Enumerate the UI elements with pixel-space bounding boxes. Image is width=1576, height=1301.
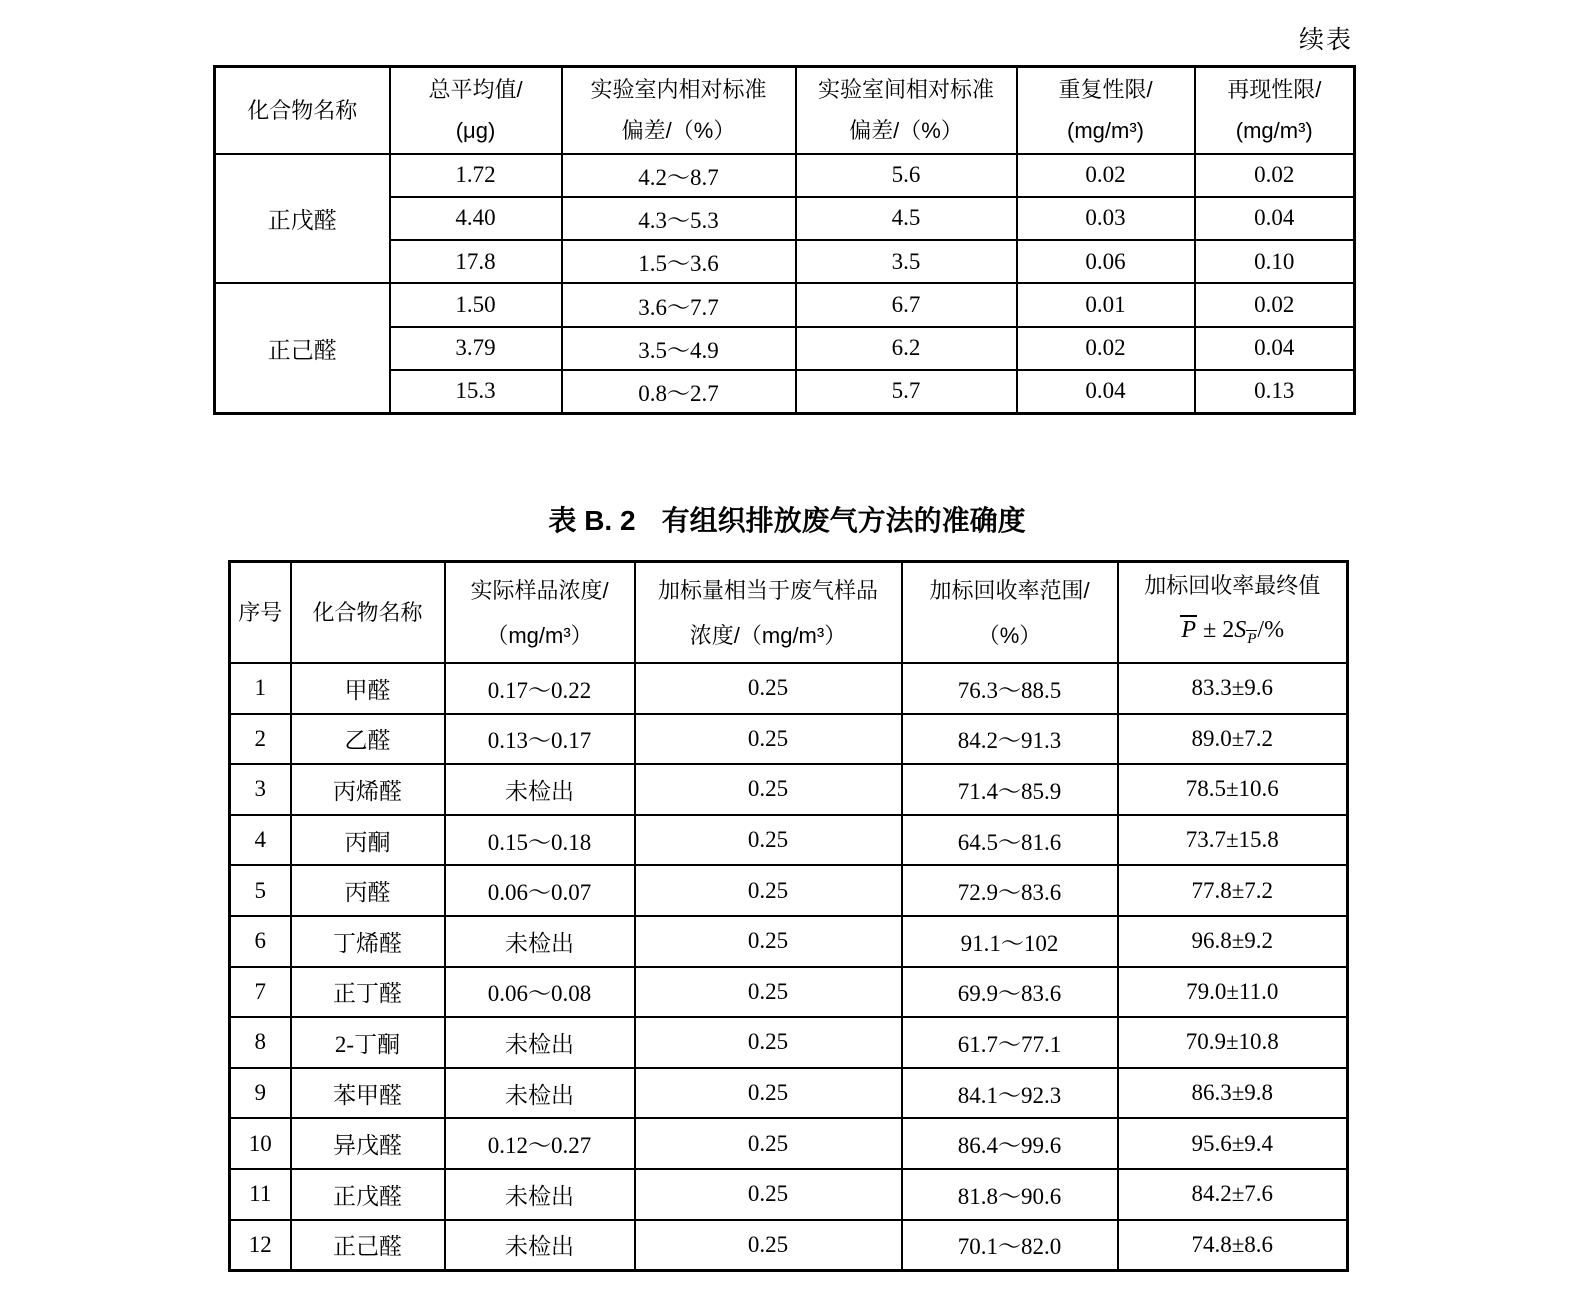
s-symbol: S bbox=[1234, 617, 1247, 643]
table-cell: 0.04 bbox=[1195, 197, 1355, 240]
table2-header-recovery-final bbox=[1118, 562, 1348, 664]
spike-conc-cell: 0.25 bbox=[635, 764, 902, 815]
table-row bbox=[230, 1017, 1348, 1068]
sub-p-bar-symbol: P bbox=[1247, 631, 1257, 647]
table-b2-title-text: 有组织排放废气方法的准确度 bbox=[661, 505, 1026, 536]
compound-name-cell: 正丁醛 bbox=[291, 967, 445, 1018]
table-cell: 15.3 bbox=[390, 370, 562, 413]
compound-name-cell: 丙醛 bbox=[291, 865, 445, 916]
table-row bbox=[215, 154, 1355, 197]
header-line: 浓度/（mg/m³） bbox=[689, 622, 847, 648]
recovery-final-cell: 96.8±9.2 bbox=[1118, 916, 1348, 967]
s-subscript bbox=[1246, 631, 1257, 647]
table2-header-recovery-range bbox=[902, 562, 1118, 664]
compound-name-cell: 2-丁酮 bbox=[291, 1017, 445, 1068]
header-line: 再现性限/ bbox=[1227, 77, 1322, 103]
spike-conc-cell: 0.25 bbox=[635, 663, 902, 714]
table-cell: 3.79 bbox=[390, 327, 562, 370]
spike-conc-cell: 0.25 bbox=[635, 1220, 902, 1271]
sample-conc-cell: 未检出 bbox=[445, 1017, 635, 1068]
recovery-final-cell: 95.6±9.4 bbox=[1118, 1118, 1348, 1169]
recovery-range-cell: 69.9～83.6 bbox=[902, 967, 1118, 1018]
sample-conc-cell: 0.15～0.18 bbox=[445, 815, 635, 866]
compound-name-cell: 丁烯醛 bbox=[291, 916, 445, 967]
row-number-cell: 8 bbox=[230, 1017, 291, 1068]
header-line: 加标量相当于废气样品 bbox=[657, 577, 878, 603]
header-line: 重复性限/ bbox=[1058, 77, 1153, 103]
table-row bbox=[230, 1068, 1348, 1119]
sample-conc-cell: 未检出 bbox=[445, 764, 635, 815]
table1-header-reproducibility bbox=[1195, 67, 1355, 154]
recovery-range-cell: 70.1～82.0 bbox=[902, 1220, 1118, 1271]
header-line: (mg/m³) bbox=[1235, 118, 1313, 144]
recovery-range-cell: 61.7～77.1 bbox=[902, 1017, 1118, 1068]
table-row bbox=[230, 714, 1348, 765]
table-cell: 3.5 bbox=[796, 240, 1017, 283]
table-b2-title-label: 表 B. 2 bbox=[548, 505, 636, 536]
recovery-range-cell: 86.4～99.6 bbox=[902, 1118, 1118, 1169]
table-cell: 3.6～7.7 bbox=[562, 283, 796, 326]
spike-conc-cell: 0.25 bbox=[635, 1068, 902, 1119]
table2-header-spike-conc bbox=[635, 562, 902, 664]
table-cell: 0.02 bbox=[1017, 327, 1195, 370]
row-number-cell: 11 bbox=[230, 1169, 291, 1220]
table-cell: 4.40 bbox=[390, 197, 562, 240]
recovery-final-cell: 86.3±9.8 bbox=[1118, 1068, 1348, 1119]
recovery-final-cell: 73.7±15.8 bbox=[1118, 815, 1348, 866]
table-row bbox=[230, 967, 1348, 1018]
table-cell: 0.02 bbox=[1195, 154, 1355, 197]
table1-header-compound bbox=[215, 67, 390, 154]
table-cell: 6.2 bbox=[796, 327, 1017, 370]
header-line: 实验室内相对标准 bbox=[590, 77, 767, 103]
table-row bbox=[230, 865, 1348, 916]
header-line: （mg/m³） bbox=[486, 622, 593, 648]
table2-header-compound bbox=[291, 562, 445, 664]
row-number-cell: 5 bbox=[230, 865, 291, 916]
table1-header-intralab-rsd bbox=[562, 67, 796, 154]
header-line: 化合物名称 bbox=[247, 97, 358, 123]
compound-name-cell: 乙醛 bbox=[291, 714, 445, 765]
recovery-final-cell: 77.8±7.2 bbox=[1118, 865, 1348, 916]
spike-conc-cell: 0.25 bbox=[635, 815, 902, 866]
table1-header-interlab-rsd bbox=[796, 67, 1017, 154]
compound-group-cell: 正戊醛 bbox=[215, 154, 390, 284]
header-line: 化合物名称 bbox=[312, 600, 423, 625]
header-line: (mg/m³) bbox=[1067, 118, 1144, 144]
recovery-final-cell: 83.3±9.6 bbox=[1118, 663, 1348, 714]
compound-name-cell: 丙烯醛 bbox=[291, 764, 445, 815]
recovery-range-cell: 84.2～91.3 bbox=[902, 714, 1118, 765]
recovery-final-cell: 74.8±8.6 bbox=[1118, 1220, 1348, 1271]
header-line: (μg) bbox=[455, 118, 496, 144]
table1-header-repeatability bbox=[1017, 67, 1195, 154]
recovery-final-cell: 78.5±10.6 bbox=[1118, 764, 1348, 815]
table-cell: 0.02 bbox=[1195, 283, 1355, 326]
row-number-cell: 7 bbox=[230, 967, 291, 1018]
table-cell: 0.04 bbox=[1195, 327, 1355, 370]
row-number-cell: 10 bbox=[230, 1118, 291, 1169]
table-cell: 0.13 bbox=[1195, 370, 1355, 413]
table-row bbox=[230, 815, 1348, 866]
table-b2-title bbox=[228, 499, 1346, 539]
table-cell: 1.50 bbox=[390, 283, 562, 326]
recovery-range-cell: 72.9～83.6 bbox=[902, 865, 1118, 916]
compound-group-cell: 正己醛 bbox=[215, 283, 390, 413]
spike-conc-cell: 0.25 bbox=[635, 1017, 902, 1068]
table1-header-row bbox=[215, 67, 1355, 154]
table-cell: 0.03 bbox=[1017, 197, 1195, 240]
compound-name-cell: 异戊醛 bbox=[291, 1118, 445, 1169]
row-number-cell: 4 bbox=[230, 815, 291, 866]
plus-minus-sign: ± bbox=[1203, 617, 1217, 643]
header-line: 总平均值/ bbox=[428, 77, 523, 103]
sample-conc-cell: 未检出 bbox=[445, 1169, 635, 1220]
table-cell: 1.5～3.6 bbox=[562, 240, 796, 283]
row-number-cell: 2 bbox=[230, 714, 291, 765]
table-row bbox=[230, 1118, 1348, 1169]
row-number-cell: 1 bbox=[230, 663, 291, 714]
recovery-formula bbox=[1119, 608, 1347, 662]
sample-conc-cell: 0.12～0.27 bbox=[445, 1118, 635, 1169]
compound-name-cell: 正戊醛 bbox=[291, 1169, 445, 1220]
spike-conc-cell: 0.25 bbox=[635, 1118, 902, 1169]
spike-conc-cell: 0.25 bbox=[635, 967, 902, 1018]
table-cell: 4.5 bbox=[796, 197, 1017, 240]
row-number-cell: 12 bbox=[230, 1220, 291, 1271]
row-number-cell: 3 bbox=[230, 764, 291, 815]
table-row bbox=[230, 663, 1348, 714]
table-cell: 17.8 bbox=[390, 240, 562, 283]
row-number-cell: 9 bbox=[230, 1068, 291, 1119]
compound-name-cell: 甲醛 bbox=[291, 663, 445, 714]
table-cell: 0.10 bbox=[1195, 240, 1355, 283]
table-cell: 5.6 bbox=[796, 154, 1017, 197]
table-cell: 6.7 bbox=[796, 283, 1017, 326]
table-cell: 0.8～2.7 bbox=[562, 370, 796, 413]
table2-header-sample-conc bbox=[445, 562, 635, 664]
table-cell: 4.2～8.7 bbox=[562, 154, 796, 197]
recovery-range-cell: 84.1～92.3 bbox=[902, 1068, 1118, 1119]
table2-header-number bbox=[230, 562, 291, 664]
header-line: 实际样品浓度/ bbox=[470, 577, 609, 603]
compound-name-cell: 丙酮 bbox=[291, 815, 445, 866]
header-line: 序号 bbox=[238, 600, 283, 625]
table-row bbox=[230, 1169, 1348, 1220]
formula-suffix: /% bbox=[1257, 617, 1285, 643]
p-bar-symbol: P bbox=[1181, 617, 1197, 643]
header-line: （%） bbox=[977, 622, 1042, 648]
spike-conc-cell: 0.25 bbox=[635, 916, 902, 967]
table2-header-row bbox=[230, 562, 1348, 664]
sample-conc-cell: 未检出 bbox=[445, 1068, 635, 1119]
header-line: 偏差/（%） bbox=[849, 118, 963, 144]
table-cell: 0.02 bbox=[1017, 154, 1195, 197]
compound-name-cell: 苯甲醛 bbox=[291, 1068, 445, 1119]
coefficient: 2 bbox=[1222, 617, 1235, 643]
table-row bbox=[230, 1220, 1348, 1271]
header-line: 偏差/（%） bbox=[621, 118, 736, 144]
compound-name-cell: 正己醛 bbox=[291, 1220, 445, 1271]
table-row bbox=[215, 283, 1355, 326]
header-line: 实验室间相对标准 bbox=[817, 77, 994, 103]
continued-table-label: 续表 bbox=[1298, 27, 1353, 54]
table1-header-average bbox=[390, 67, 562, 154]
recovery-range-cell: 76.3～88.5 bbox=[902, 663, 1118, 714]
table-row bbox=[230, 764, 1348, 815]
recovery-range-cell: 91.1～102 bbox=[902, 916, 1118, 967]
header-line: 加标回收率范围/ bbox=[929, 577, 1090, 603]
table-cell: 5.7 bbox=[796, 370, 1017, 413]
spike-conc-cell: 0.25 bbox=[635, 1169, 902, 1220]
table-cell: 0.06 bbox=[1017, 240, 1195, 283]
recovery-final-cell: 89.0±7.2 bbox=[1118, 714, 1348, 765]
spike-conc-cell: 0.25 bbox=[635, 714, 902, 765]
table-cell: 0.04 bbox=[1017, 370, 1195, 413]
sample-conc-cell: 0.17～0.22 bbox=[445, 663, 635, 714]
spike-conc-cell: 0.25 bbox=[635, 865, 902, 916]
table-b1-continued bbox=[213, 65, 1356, 415]
header-line: 加标回收率最终值 bbox=[1144, 573, 1321, 598]
table-cell: 4.3～5.3 bbox=[562, 197, 796, 240]
recovery-final-cell: 70.9±10.8 bbox=[1118, 1017, 1348, 1068]
recovery-final-cell: 84.2±7.6 bbox=[1118, 1169, 1348, 1220]
table-cell: 1.72 bbox=[390, 154, 562, 197]
sample-conc-cell: 0.06～0.07 bbox=[445, 865, 635, 916]
recovery-range-cell: 71.4～85.9 bbox=[902, 764, 1118, 815]
recovery-range-cell: 64.5～81.6 bbox=[902, 815, 1118, 866]
table-b2 bbox=[228, 560, 1349, 1272]
sample-conc-cell: 0.06～0.08 bbox=[445, 967, 635, 1018]
row-number-cell: 6 bbox=[230, 916, 291, 967]
sample-conc-cell: 未检出 bbox=[445, 916, 635, 967]
recovery-range-cell: 81.8～90.6 bbox=[902, 1169, 1118, 1220]
sample-conc-cell: 未检出 bbox=[445, 1220, 635, 1271]
table-row bbox=[230, 916, 1348, 967]
sample-conc-cell: 0.13～0.17 bbox=[445, 714, 635, 765]
table-cell: 3.5～4.9 bbox=[562, 327, 796, 370]
recovery-final-cell: 79.0±11.0 bbox=[1118, 967, 1348, 1018]
table-cell: 0.01 bbox=[1017, 283, 1195, 326]
